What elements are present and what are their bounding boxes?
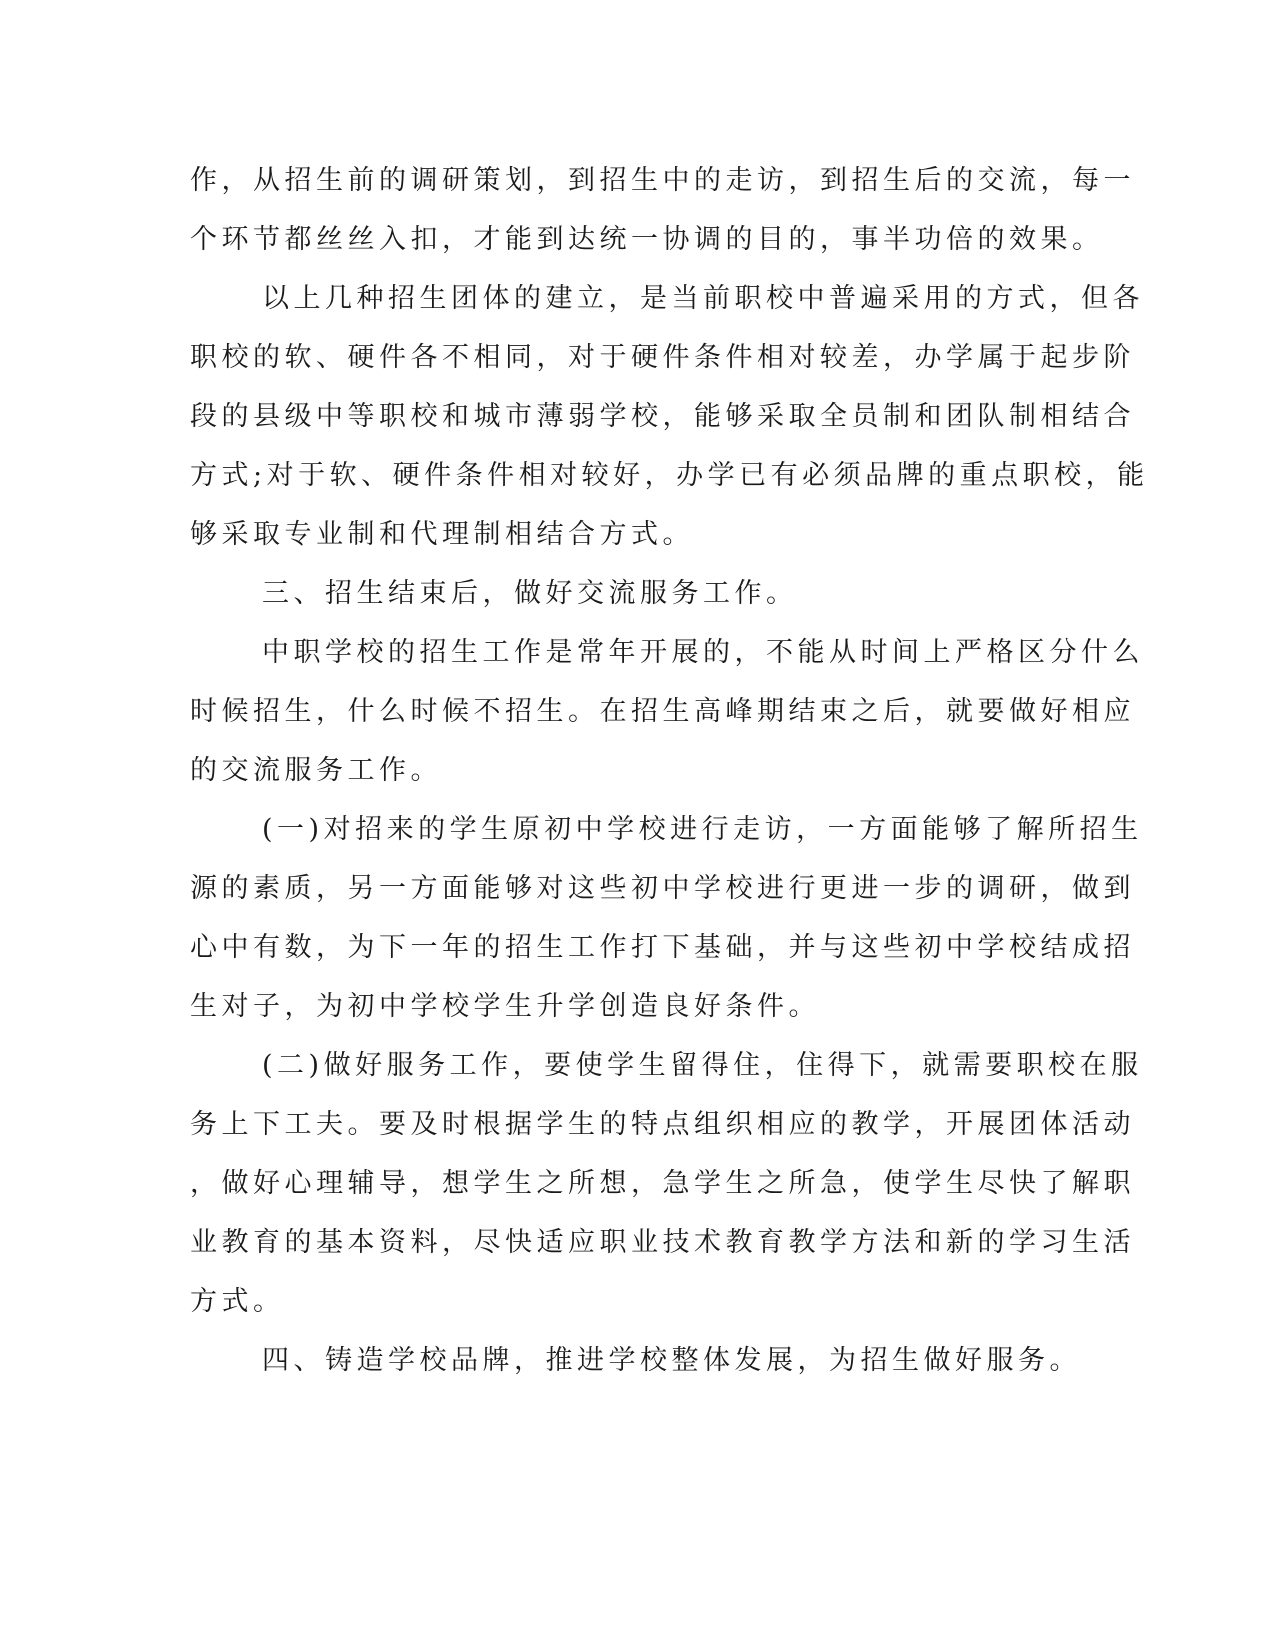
- text-line: 够采取专业制和代理制相结合方式。: [190, 519, 694, 550]
- text-line: 方式。: [190, 1286, 285, 1317]
- text-line: 以上几种招生团体的建立，是当前职校中普遍采用的方式，但各: [262, 283, 1144, 314]
- text-line: 的交流服务工作。: [190, 755, 442, 786]
- section-heading: 四、铸造学校品牌，推进学校整体发展，为招生做好服务。: [262, 1345, 1081, 1376]
- text-line: 作，从招生前的调研策划，到招生中的走访，到招生后的交流，每一: [190, 165, 1135, 196]
- text-line: 方式;对于软、硬件条件相对较好，办学已有必须品牌的重点职校，能: [190, 460, 1149, 491]
- text-line: (一)对招来的学生原初中学校进行走访，一方面能够了解所招生: [262, 814, 1143, 845]
- section-heading: 三、招生结束后，做好交流服务工作。: [262, 578, 798, 609]
- text-line: 心中有数，为下一年的招生工作打下基础，并与这些初中学校结成招: [190, 932, 1135, 963]
- text-line: 中职学校的招生工作是常年开展的，不能从时间上严格区分什么: [262, 637, 1144, 668]
- text-line: 生对子，为初中学校学生升学创造良好条件。: [190, 991, 820, 1022]
- text-line: (二)做好服务工作，要使学生留得住，住得下，就需要职校在服: [262, 1050, 1143, 1081]
- text-line: 时候招生，什么时候不招生。在招生高峰期结束之后，就要做好相应: [190, 696, 1135, 727]
- text-line: 业教育的基本资料，尽快适应职业技术教育教学方法和新的学习生活: [190, 1227, 1135, 1258]
- text-line: 务上下工夫。要及时根据学生的特点组织相应的教学，开展团体活动: [190, 1109, 1135, 1140]
- text-line: 源的素质，另一方面能够对这些初中学校进行更进一步的调研，做到: [190, 873, 1135, 904]
- text-line: 段的县级中等职校和城市薄弱学校，能够采取全员制和团队制相结合: [190, 401, 1135, 432]
- text-line: 职校的软、硬件各不相同，对于硬件条件相对较差，办学属于起步阶: [190, 342, 1135, 373]
- text-line: 个环节都丝丝入扣，才能到达统一协调的目的，事半功倍的效果。: [190, 224, 1104, 255]
- text-line: ，做好心理辅导，想学生之所想，急学生之所急，使学生尽快了解职: [190, 1168, 1135, 1199]
